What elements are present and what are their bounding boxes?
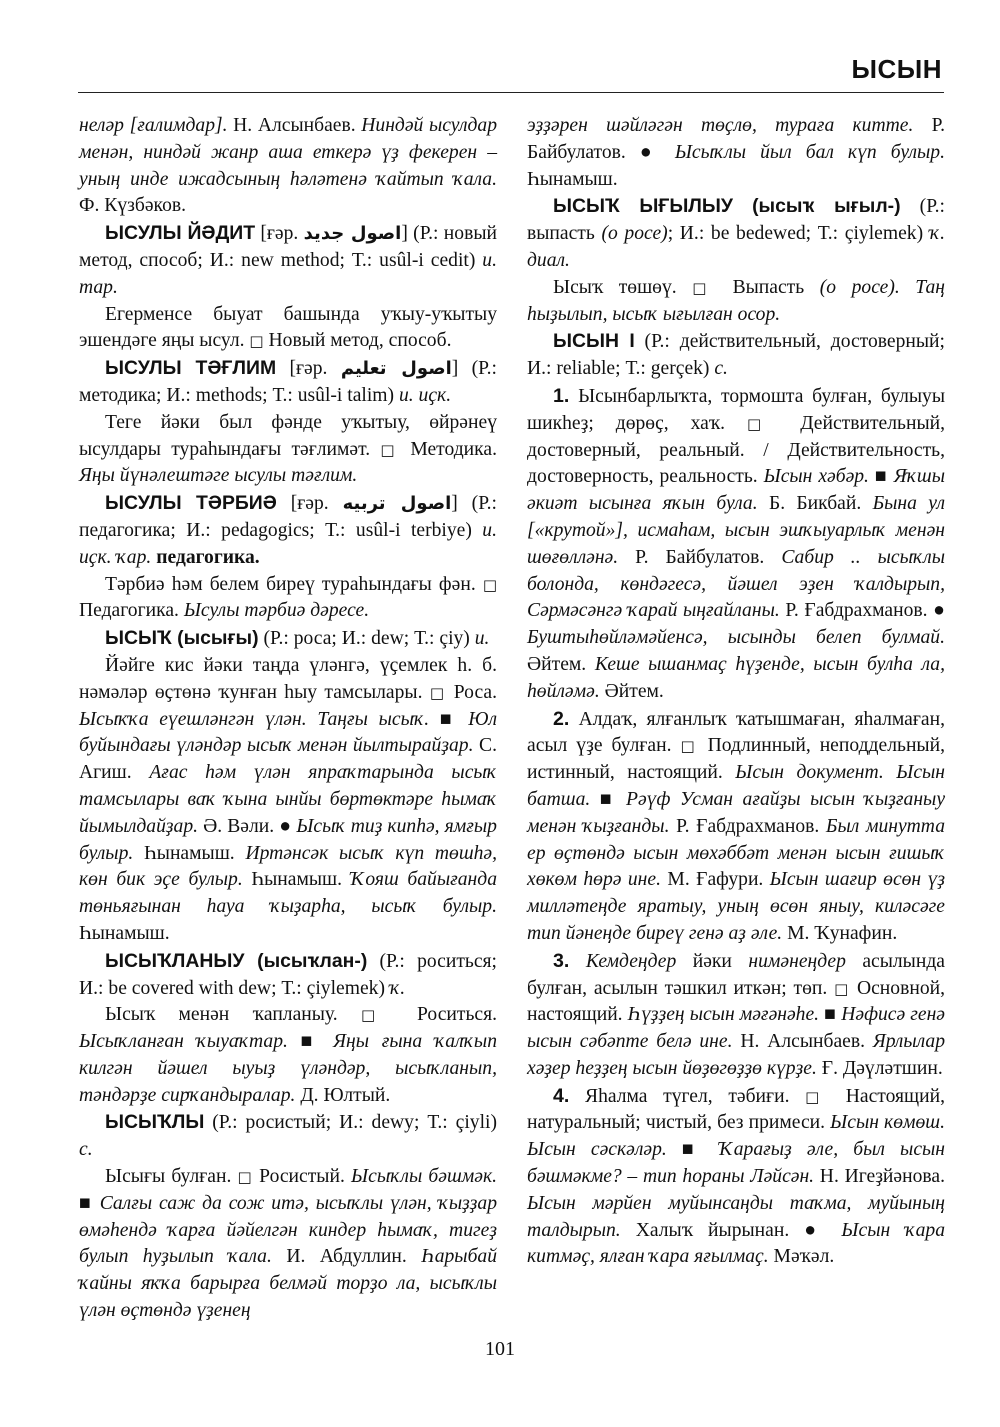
text-run: Ысыҡҡа еүешлəнгəн үлəн. Таңғы ысыҡ.: [79, 708, 440, 730]
text-run: Бына ул [«крутой»], исмаһам, ысын эшҡыуарлыҡ менəн шөғөллəнə.: [527, 493, 945, 568]
text-run: [ғəр.: [276, 493, 343, 515]
text-run: нелəр [ғалимдар].: [79, 115, 234, 136]
headword: (ысыҡ ығыл-): [752, 195, 901, 218]
text-run: асылында булған, асылын тəшкил иткəн; төп.: [527, 950, 945, 999]
entry-fragment: [79, 113, 497, 220]
text-run: Мəҡəл.: [773, 1246, 835, 1268]
text-run: Алдаҡ, ялғанлыҡ ҡатышмаған, яһалмаған, асыл үҙе булған.: [527, 708, 945, 757]
square-marker: □: [680, 737, 699, 756]
headword: ЫСУЛЫ ТƏРБИƏ: [105, 492, 277, 515]
text-run: Б. Бикбай.: [768, 493, 873, 515]
entry-heading: [79, 355, 497, 410]
text-run: Росистый.: [253, 1166, 352, 1188]
text-run: ■: [824, 1004, 842, 1026]
headword: ЫСУЛЫ ТƏҒЛИМ: [105, 357, 277, 380]
text-run: Ысыҡ менəн ҡапланыу.: [105, 1004, 362, 1026]
text-run: Теге йəки был фəнде уҡытыу, өйрəнеү ысулдары тураһындағы тəғлимəт.: [79, 411, 497, 460]
text-run: [ғəр.: [276, 358, 341, 380]
text-run: нимəнеңдер: [748, 950, 846, 972]
text-run: Выпасть: [717, 276, 820, 298]
text-run: Ниндəй ысулдар менəн, ниндəй жанр аша еткерə үҙ фекерен – уның инде ижадсының һəлəтенə ҡайтып ҡала.: [79, 115, 497, 190]
text-run: Юл буйындағы үлəндəр ысыҡ менəн йылтырайҙар.: [79, 708, 497, 757]
text-run: Н. Алсынбаев.: [233, 115, 362, 136]
sense-number: 3.: [553, 949, 570, 972]
text-run: Подлинный, неподдельный, истинный, настоящий.: [527, 735, 945, 784]
entry-heading: [79, 948, 497, 1003]
text-run: Кеше ышанмаҫ һүҙенде, ысын булһа ла, һөйлəмə.: [527, 653, 946, 702]
left-column: [79, 113, 497, 1325]
text-run: Действительный, достоверный, реальный. / Действительность, достоверность, реальность.: [527, 412, 945, 488]
text-run: йəки: [676, 950, 749, 972]
text-run: Роситься.: [393, 1004, 497, 1026]
text-run: Ф. Күзбəков.: [79, 195, 187, 217]
text-run: Яһалма түгел, тəбиғи.: [569, 1085, 806, 1107]
text-run: Ысын хəбəр.: [763, 466, 875, 488]
text-run: ] (Р.: методика; И.: methods; Т.: usûl-i talim): [79, 358, 497, 406]
square-marker: □: [237, 1168, 253, 1187]
entry-definition: [79, 653, 497, 948]
text-run: Əйтем.: [604, 680, 664, 702]
page-number: 101: [485, 1338, 515, 1360]
entry-heading: [527, 328, 945, 383]
text-run: (о росе). Таң һыҙылып, ысыҡ ығылған осор.: [527, 276, 945, 325]
entry-heading: [527, 193, 945, 274]
text-run: И. Абдуллин.: [286, 1246, 422, 1268]
text-run: Ғ. Дəүлəтшин.: [821, 1057, 943, 1079]
header-rule: [78, 92, 944, 93]
text-run: ; И.: be bedewed; Т.: çiylemek): [667, 223, 930, 245]
text-run: Педагогика.: [79, 600, 184, 622]
text-run: Нəфисə генə ысын сəбəпте белə ине.: [527, 1004, 945, 1053]
entry-definition: [79, 1164, 497, 1325]
text-run: Иртəнсəк ысыҡ күп төшһə, көн бик эҫе булыр.: [79, 842, 498, 891]
text-run: и.: [474, 628, 490, 650]
text-run: Яҡшы əкиəт ысынға яҡын була.: [527, 466, 945, 515]
entry-heading: [79, 1109, 497, 1164]
text-run: Роса.: [446, 681, 497, 703]
text-run: Ысын көмөш. Ысын сəскəлəр.: [527, 1112, 945, 1161]
text-run: Ысыҡлы йыл бал күп булыр.: [674, 141, 945, 163]
text-run: [ғəр.: [255, 223, 304, 245]
text-run: Буштыһөйлəмəйенсə, ысынды белеп булмай.: [527, 627, 945, 649]
text-run: (Р.: роситься; И.: be covered with dew; Т.: çiylemek): [79, 950, 498, 999]
arabic-script: اصول تعليم: [340, 358, 452, 380]
text-run: Р. Байбулатов.: [635, 546, 782, 568]
text-run: Ҡарағыҙ əле, был ысын бəшмəкме? – тип һораны Лəйсəн.: [527, 1139, 946, 1188]
text-run: с.: [714, 358, 728, 380]
square-marker: □: [834, 979, 851, 998]
text-run: ■: [599, 788, 627, 810]
text-run: Сабир .. ысыҡлы болонда, көндəгесə, йəшел эҙен ҡалдырып, Сəрмəсəнгə ҡарай ыңғайланы.: [527, 546, 945, 622]
text-run: с.: [79, 1139, 93, 1161]
text-run: Р. Ғабдрахманов.: [676, 815, 826, 837]
text-run: ■: [874, 466, 894, 488]
text-run: и. тар.: [79, 249, 497, 298]
entry-fragment: [527, 113, 945, 193]
text-run: ҡ.: [389, 977, 406, 999]
text-run: (Р.: действительный, достоверный; И.: reliable; Т.: gerçek): [527, 331, 945, 380]
text-run: и. иҫк.: [398, 384, 452, 406]
square-marker: □: [361, 1006, 394, 1025]
text-run: Йəйге кис йəки таңда үлəнгə, үҫемлек һ. б. нəмəлəр өҫтөнə ҡунған һыу тамсылары.: [79, 654, 497, 703]
text-run: Ысын ҡара китмəҫ, ялған ҡара яғылмаҫ.: [527, 1219, 946, 1268]
entry-sense: [527, 948, 945, 1083]
text-run: Һынамыш.: [144, 842, 246, 864]
text-run: М. Ғафури.: [667, 869, 770, 891]
text-run: [569, 951, 585, 972]
text-run: С. Агиш.: [79, 735, 497, 784]
text-run: Ысыҡ тиҙ кипһə, ямғыр булыр.: [79, 815, 497, 864]
text-run: Халыҡ йырынан. ●: [635, 1219, 842, 1241]
text-run: Яңы йүнəлештəге ысулы тəғлим.: [79, 465, 358, 487]
text-run: эҙҙəрен шəйлəгəн төҫлө, тураға китте.: [527, 115, 932, 136]
sense-number: 2.: [553, 707, 570, 730]
sense-number: 1.: [553, 384, 570, 407]
text-run: ҡ. диал.: [527, 223, 945, 271]
text-run: Яңы ғына ҡалҡып килгəн йəшел ыуыҙ үлəндəр, ысыҡланып, тəндəрҙе сирҡандыралар.: [79, 1031, 498, 1106]
square-marker: □: [429, 683, 447, 702]
text-run: Новый метод, способ.: [263, 330, 452, 352]
text-run: (Р.: роса; И.: dew; Т.: çiy): [258, 628, 475, 650]
text-run: Ҡояш байығанда төньяғынан һауа ҡыҙарһа, ысыҡ булыр.: [79, 869, 497, 918]
text-run: Ысулы тəрбиə дəресе.: [183, 600, 370, 622]
square-marker: □: [380, 440, 401, 459]
text-run: Ысыҡлы бəшмəк.: [351, 1166, 498, 1188]
text-run: Ысын шағир өсөн үҙ миллəтеңде яратыу, уның өсөн яныу, килəсəге тип йəнеңде биреү генə аҙ əле.: [527, 869, 946, 944]
entry-definition: [79, 1002, 497, 1109]
text-run: Ысығы булған.: [105, 1166, 238, 1188]
text-run: Методика.: [400, 438, 497, 460]
text-run: Р. Байбулатов. ●: [527, 115, 945, 163]
text-run: (Р.: выпасть: [527, 196, 945, 245]
headword: ЫСУЛЫ ЙƏДИТ: [105, 222, 256, 245]
text-run: и. иҫк. ҡар.: [79, 519, 497, 568]
text-run: Рəүф Усман ағайҙы ысын ҡыҙғаныу менəн ҡыҙғанды.: [527, 788, 946, 837]
text-run: Н. Игеҙйəнова.: [819, 1166, 945, 1188]
text-run: Һүҙҙең ысын мəғəнəһе.: [627, 1004, 825, 1026]
square-marker: □: [249, 332, 264, 351]
entry-sense: [527, 1083, 945, 1272]
text-run: ■: [300, 1031, 334, 1053]
text-run: (Р.: росистый; И.: dewy; Т.: çiyli): [204, 1112, 497, 1134]
entry-heading: [79, 220, 497, 301]
arabic-script: اصول تربيه: [342, 493, 452, 515]
text-run: М. Ҡунафин.: [787, 922, 898, 944]
text-run: Н. Алсынбаев.: [740, 1031, 873, 1053]
running-head: ЫСЫН: [851, 54, 942, 84]
text-run: [733, 196, 752, 217]
text-run: Кемдеңдер: [585, 950, 677, 972]
sense-number: 4.: [553, 1084, 570, 1107]
text-run: Егерменсе быуат башында уҡыу-уҡытыу эшендəге яңы ысул.: [79, 303, 497, 352]
text-run: Ысын мəрйен муйынсаңды таҡма, муйының талдырып.: [527, 1192, 945, 1241]
text-run: Ярлылар хəҙер һеҙҙең ысын йөҙөгөҙҙө күрҙе.: [527, 1031, 945, 1079]
text-run: ■: [681, 1139, 720, 1161]
text-run: Основной, настоящий.: [527, 977, 945, 1026]
text-run: Ысын документ. Ысын батша.: [527, 762, 946, 810]
text-run: Һынамыш.: [79, 922, 170, 944]
square-marker: □: [805, 1087, 831, 1106]
text-run: Һынамыш.: [527, 168, 618, 190]
text-run: Ысынбарлыҡта, тормошта булған, булыуы шикһеҙ; дөрөҫ, хаҡ.: [527, 385, 945, 434]
text-run: ■: [439, 708, 469, 730]
text-run: (о росе): [601, 223, 668, 245]
headword: ЫСЫҠЛАНЫУ (ысыҡлан-): [105, 949, 368, 972]
entry-definition: [79, 410, 497, 490]
entry-definition: [79, 572, 497, 626]
entry-sense: [527, 383, 945, 706]
square-marker: □: [746, 414, 779, 433]
headword: ЫСЫН I: [553, 330, 635, 353]
text-run: Настоящий, натуральный; чистый, без примеси.: [527, 1085, 946, 1134]
right-column: [527, 113, 945, 1271]
text-run: Ə. Вəли. ●: [203, 815, 297, 837]
square-marker: □: [692, 278, 718, 297]
arabic-script: اصول جديد: [303, 223, 402, 245]
text-run: Ысыҡланған ҡыуаҡтар.: [79, 1031, 301, 1053]
headword: ЫСЫҠ ЫҒЫЛЫУ: [553, 195, 733, 218]
text-run: Һынамыш.: [251, 869, 351, 891]
text-run: Тəрбиə һəм белем биреү тураһындағы фəн.: [105, 573, 483, 595]
text-run: Д. Юлтый.: [300, 1084, 391, 1106]
entry-definition: [79, 302, 497, 356]
entry-definition: [527, 275, 945, 329]
headword: ЫСЫҠ (ысығы): [105, 627, 259, 650]
text-run: Ысыҡ төшөү.: [553, 276, 693, 298]
square-marker: □: [482, 575, 497, 594]
text-run: ] (Р.: новый метод, способ; И.: new method; Т.: usûl-i cedit): [79, 223, 497, 271]
entry-heading: [79, 490, 497, 571]
entry-heading: [79, 625, 497, 653]
text-run: Салғы саж да сож итə, ысыҡлы үлəн, ҡыҙҙар өмəһендə ҡарға йəйелгəн киндер һымаҡ, тигеҙ булып һуҙылып ҡала.: [79, 1192, 497, 1268]
text-run: Р. Ғабдрахманов. ●: [785, 600, 946, 622]
text-run: ] (Р.: педагогика; И.: pedagogics; Т.: usûl-i terbiye): [79, 493, 497, 541]
text-run: Был минутта ер өҫтөндə ысын мөхəббəт менəн ысын ғишыҡ хөкөм һөрə ине.: [527, 815, 945, 891]
text-run: педагогика.: [156, 546, 260, 568]
entry-sense: [527, 706, 945, 948]
text-run: Һарыбай ҡайны яҡҡа барырға белмəй торҙо ла, ысыҡлы үлəн өҫтөндə үҙенең: [79, 1246, 498, 1322]
text-run: Əйтем.: [527, 653, 595, 675]
text-run: Ағас һəм үлəн япраҡтарында ысыҡ тамсылары ваҡ ҡына ынйы бөртөктəре һымаҡ йымылдайҙар.: [79, 762, 497, 837]
text-run: ■: [79, 1192, 100, 1214]
headword: ЫСЫҠЛЫ: [105, 1111, 205, 1134]
